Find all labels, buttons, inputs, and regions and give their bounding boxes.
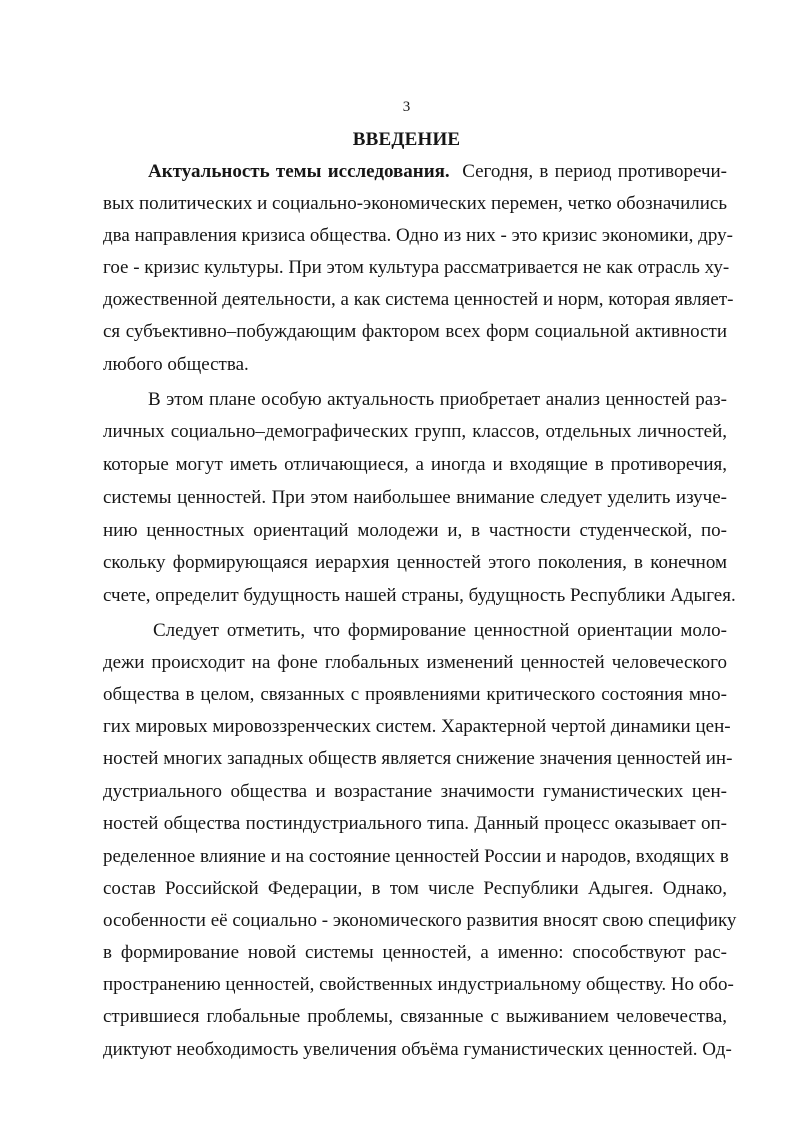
paragraph-1-line-7: любого общества. xyxy=(103,354,249,375)
paragraph-1-line-6: ся субъективно–побуждающим фактором всех форм социальной активности xyxy=(103,321,727,342)
paragraph-3-line-4: гих мировых мировоззренческих систем. Характерной чертой динамики цен- xyxy=(103,716,731,737)
section-heading: ВВЕДЕНИЕ xyxy=(352,129,461,150)
paragraph-3-line-1: Следует отметить, что формирование ценностной ориентации моло- xyxy=(153,620,727,641)
paragraph-2-line-7: счете, определит будущность нашей страны, будущность Республики Адыгея. xyxy=(103,585,736,606)
paragraph-2-line-1: В этом плане особую актуальность приобретает анализ ценностей раз- xyxy=(148,389,727,410)
paragraph-3-line-14: диктуют необходимость увеличения объёма гуманистических ценностей. Од- xyxy=(103,1039,732,1060)
paragraph-3-line-6: дустриального общества и возрастание значимости гуманистических цен- xyxy=(103,781,727,802)
paragraph-2-line-5: нию ценностных ориентаций молодежи и, в частности студенческой, по- xyxy=(103,520,727,541)
paragraph-1-line-3: два направления кризиса общества. Одно из них - это кризис экономики, дру- xyxy=(103,225,733,246)
paragraph-3-line-12: пространению ценностей, свойственных индустриальному обществу. Но обо- xyxy=(103,974,734,995)
paragraph-2-line-6: скольку формирующаяся иерархия ценностей этого поколения, в конечном xyxy=(103,552,727,573)
paragraph-2-line-4: системы ценностей. При этом наибольшее внимание следует уделить изуче- xyxy=(103,487,727,508)
paragraph-3-line-10: особенности её социально - экономического развития вносят свою специфику xyxy=(103,910,737,931)
paragraph-1-line-4: гое - кризис культуры. При этом культура рассматривается не как отрасль ху- xyxy=(103,257,730,278)
paragraph-3-line-8: ределенное влияние и на состояние ценностей России и народов, входящих в xyxy=(103,846,729,867)
paragraph-3-line-3: общества в целом, связанных с проявлениями критического состояния мно- xyxy=(103,684,727,705)
topic-relevance-lead: Актуальность темы исследования. xyxy=(148,161,450,182)
paragraph-1-line-5: дожественной деятельности, а как система ценностей и норм, которая являет- xyxy=(103,289,734,310)
paragraph-2-line-2: личных социально–демографических групп, классов, отдельных личностей, xyxy=(103,421,727,442)
paragraph-2-line-3: которые могут иметь отличающиеся, а иногда и входящие в противоречия, xyxy=(103,454,727,475)
paragraph-3-line-11: в формирование новой системы ценностей, а именно: способствуют рас- xyxy=(103,942,727,963)
paragraph-3-line-5: ностей многих западных обществ является снижение значения ценностей ин- xyxy=(103,748,733,769)
paragraph-3-line-9: состав Российской Федерации, в том числе Республики Адыгея. Однако, xyxy=(103,878,727,899)
paragraph-3-line-2: дежи происходит на фоне глобальных изменений ценностей человеческого xyxy=(103,652,727,673)
paragraph-1-line-1-text: Сегодня, в период противоречи- xyxy=(462,161,727,182)
paragraph-3-line-7: ностей общества постиндустриального типа. Данный процесс оказывает оп- xyxy=(103,813,727,834)
paragraph-1-line-1 xyxy=(148,158,727,186)
paragraph-3-line-13: стрившиеся глобальные проблемы, связанные с выживанием человечества, xyxy=(103,1006,727,1027)
page-number: 3 xyxy=(402,99,411,115)
paragraph-1-line-2: вых политических и социально-экономических перемен, четко обозначились xyxy=(103,193,727,214)
